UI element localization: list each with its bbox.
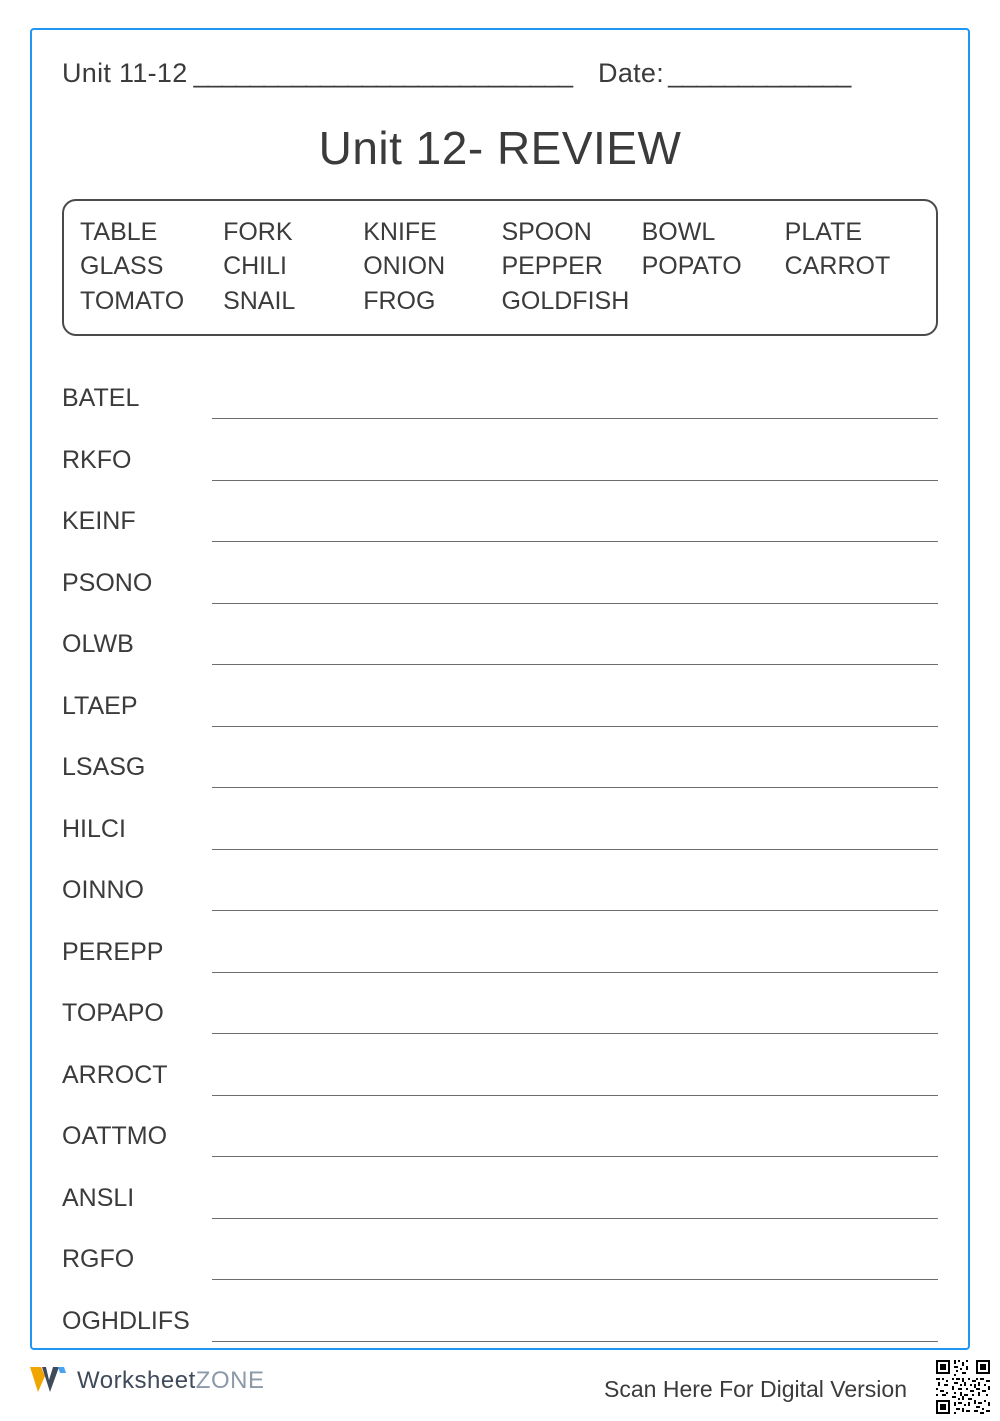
list-item (62, 665, 938, 727)
worksheet-header (62, 58, 938, 89)
page-title: Unit 12- REVIEW (318, 122, 682, 174)
scramble-word: HILCI (62, 814, 126, 843)
list-item (62, 788, 938, 850)
word-bank-word (785, 284, 920, 318)
scramble-word: OGHDLIFS (62, 1306, 190, 1335)
word-bank-word: PEPPER (501, 252, 603, 281)
date-label: Date: (598, 58, 665, 88)
answer-line[interactable] (212, 885, 938, 911)
list-item (62, 1157, 938, 1219)
scramble-word: OINNO (62, 876, 144, 905)
list-item (62, 604, 938, 666)
qr-code-icon[interactable] (934, 1358, 992, 1416)
list-item (62, 1280, 938, 1342)
answer-line[interactable] (212, 824, 938, 850)
word-bank-word: CHILI (223, 252, 287, 281)
list-item (62, 481, 938, 543)
answer-line[interactable] (212, 455, 938, 481)
unit-label: Unit 11-12 (62, 58, 188, 88)
name-blank-line[interactable]: ___________________________ (193, 58, 573, 88)
answer-line[interactable] (212, 1193, 938, 1219)
date-blank-line[interactable]: _____________ (668, 58, 851, 88)
word-bank-word: KNIFE (363, 218, 437, 246)
list-item (62, 911, 938, 973)
answer-line[interactable] (212, 762, 938, 788)
word-bank-row (80, 215, 920, 249)
word-bank-word: TABLE (80, 218, 158, 246)
list-item (62, 1034, 938, 1096)
answer-line[interactable] (212, 1008, 938, 1034)
list-item (62, 358, 938, 420)
list-item (62, 542, 938, 604)
answer-line[interactable] (212, 393, 938, 419)
list-item (62, 973, 938, 1035)
answer-line[interactable] (212, 947, 938, 973)
scramble-word: RGFO (62, 1245, 135, 1274)
word-bank-word (642, 284, 785, 318)
answer-line[interactable] (212, 639, 938, 665)
page-footer (0, 1358, 1000, 1413)
scramble-word: RKFO (62, 445, 132, 474)
word-bank-word: GOLDFISH (501, 286, 630, 315)
logo-text-secondary: ZONE (195, 1367, 265, 1394)
answer-line[interactable] (212, 1131, 938, 1157)
scramble-word: ARROCT (62, 1060, 168, 1089)
list-item (62, 1096, 938, 1158)
list-item (62, 727, 938, 789)
worksheet-zone-logo[interactable] (28, 1364, 264, 1398)
answer-line[interactable] (212, 1070, 938, 1096)
scramble-word: LSASG (62, 753, 146, 782)
scramble-word: PSONO (62, 568, 153, 597)
scramble-word: OATTMO (62, 1122, 168, 1151)
answer-line[interactable] (212, 578, 938, 604)
list-item (62, 419, 938, 481)
word-bank-word: SNAIL (223, 286, 296, 315)
word-bank-word: TOMATO (80, 286, 185, 315)
scramble-list (62, 358, 938, 1342)
scan-instruction-text: Scan Here For Digital Version (604, 1376, 907, 1402)
word-bank-word: GLASS (80, 252, 164, 281)
word-bank-word: CARROT (784, 252, 891, 281)
scramble-word: KEINF (62, 507, 136, 536)
word-bank-row (80, 249, 920, 283)
logo-text-primary: Worksheet (77, 1367, 196, 1394)
answer-line[interactable] (212, 1254, 938, 1280)
word-bank-word: SPOON (501, 218, 592, 246)
word-bank-word: PLATE (784, 218, 863, 246)
scramble-word: BATEL (62, 384, 140, 413)
word-bank-row (80, 284, 920, 318)
word-bank-word: FROG (363, 286, 436, 315)
list-item (62, 850, 938, 912)
scramble-word: PEREPP (62, 937, 164, 966)
scramble-word: ANSLI (62, 1183, 135, 1212)
answer-line[interactable] (212, 701, 938, 727)
word-bank-word: FORK (223, 218, 293, 246)
answer-line[interactable] (212, 516, 938, 542)
worksheet-page (30, 28, 970, 1350)
scramble-word: TOPAPO (62, 999, 164, 1028)
scramble-word: LTAEP (62, 691, 138, 720)
scramble-word: OLWB (62, 630, 134, 659)
list-item (62, 1219, 938, 1281)
word-bank (62, 199, 938, 336)
word-bank-word: POPATO (641, 252, 742, 281)
logo-icon (28, 1364, 68, 1398)
word-bank-word: BOWL (641, 218, 716, 246)
answer-line[interactable] (212, 1316, 938, 1342)
word-bank-word: ONION (363, 252, 446, 281)
